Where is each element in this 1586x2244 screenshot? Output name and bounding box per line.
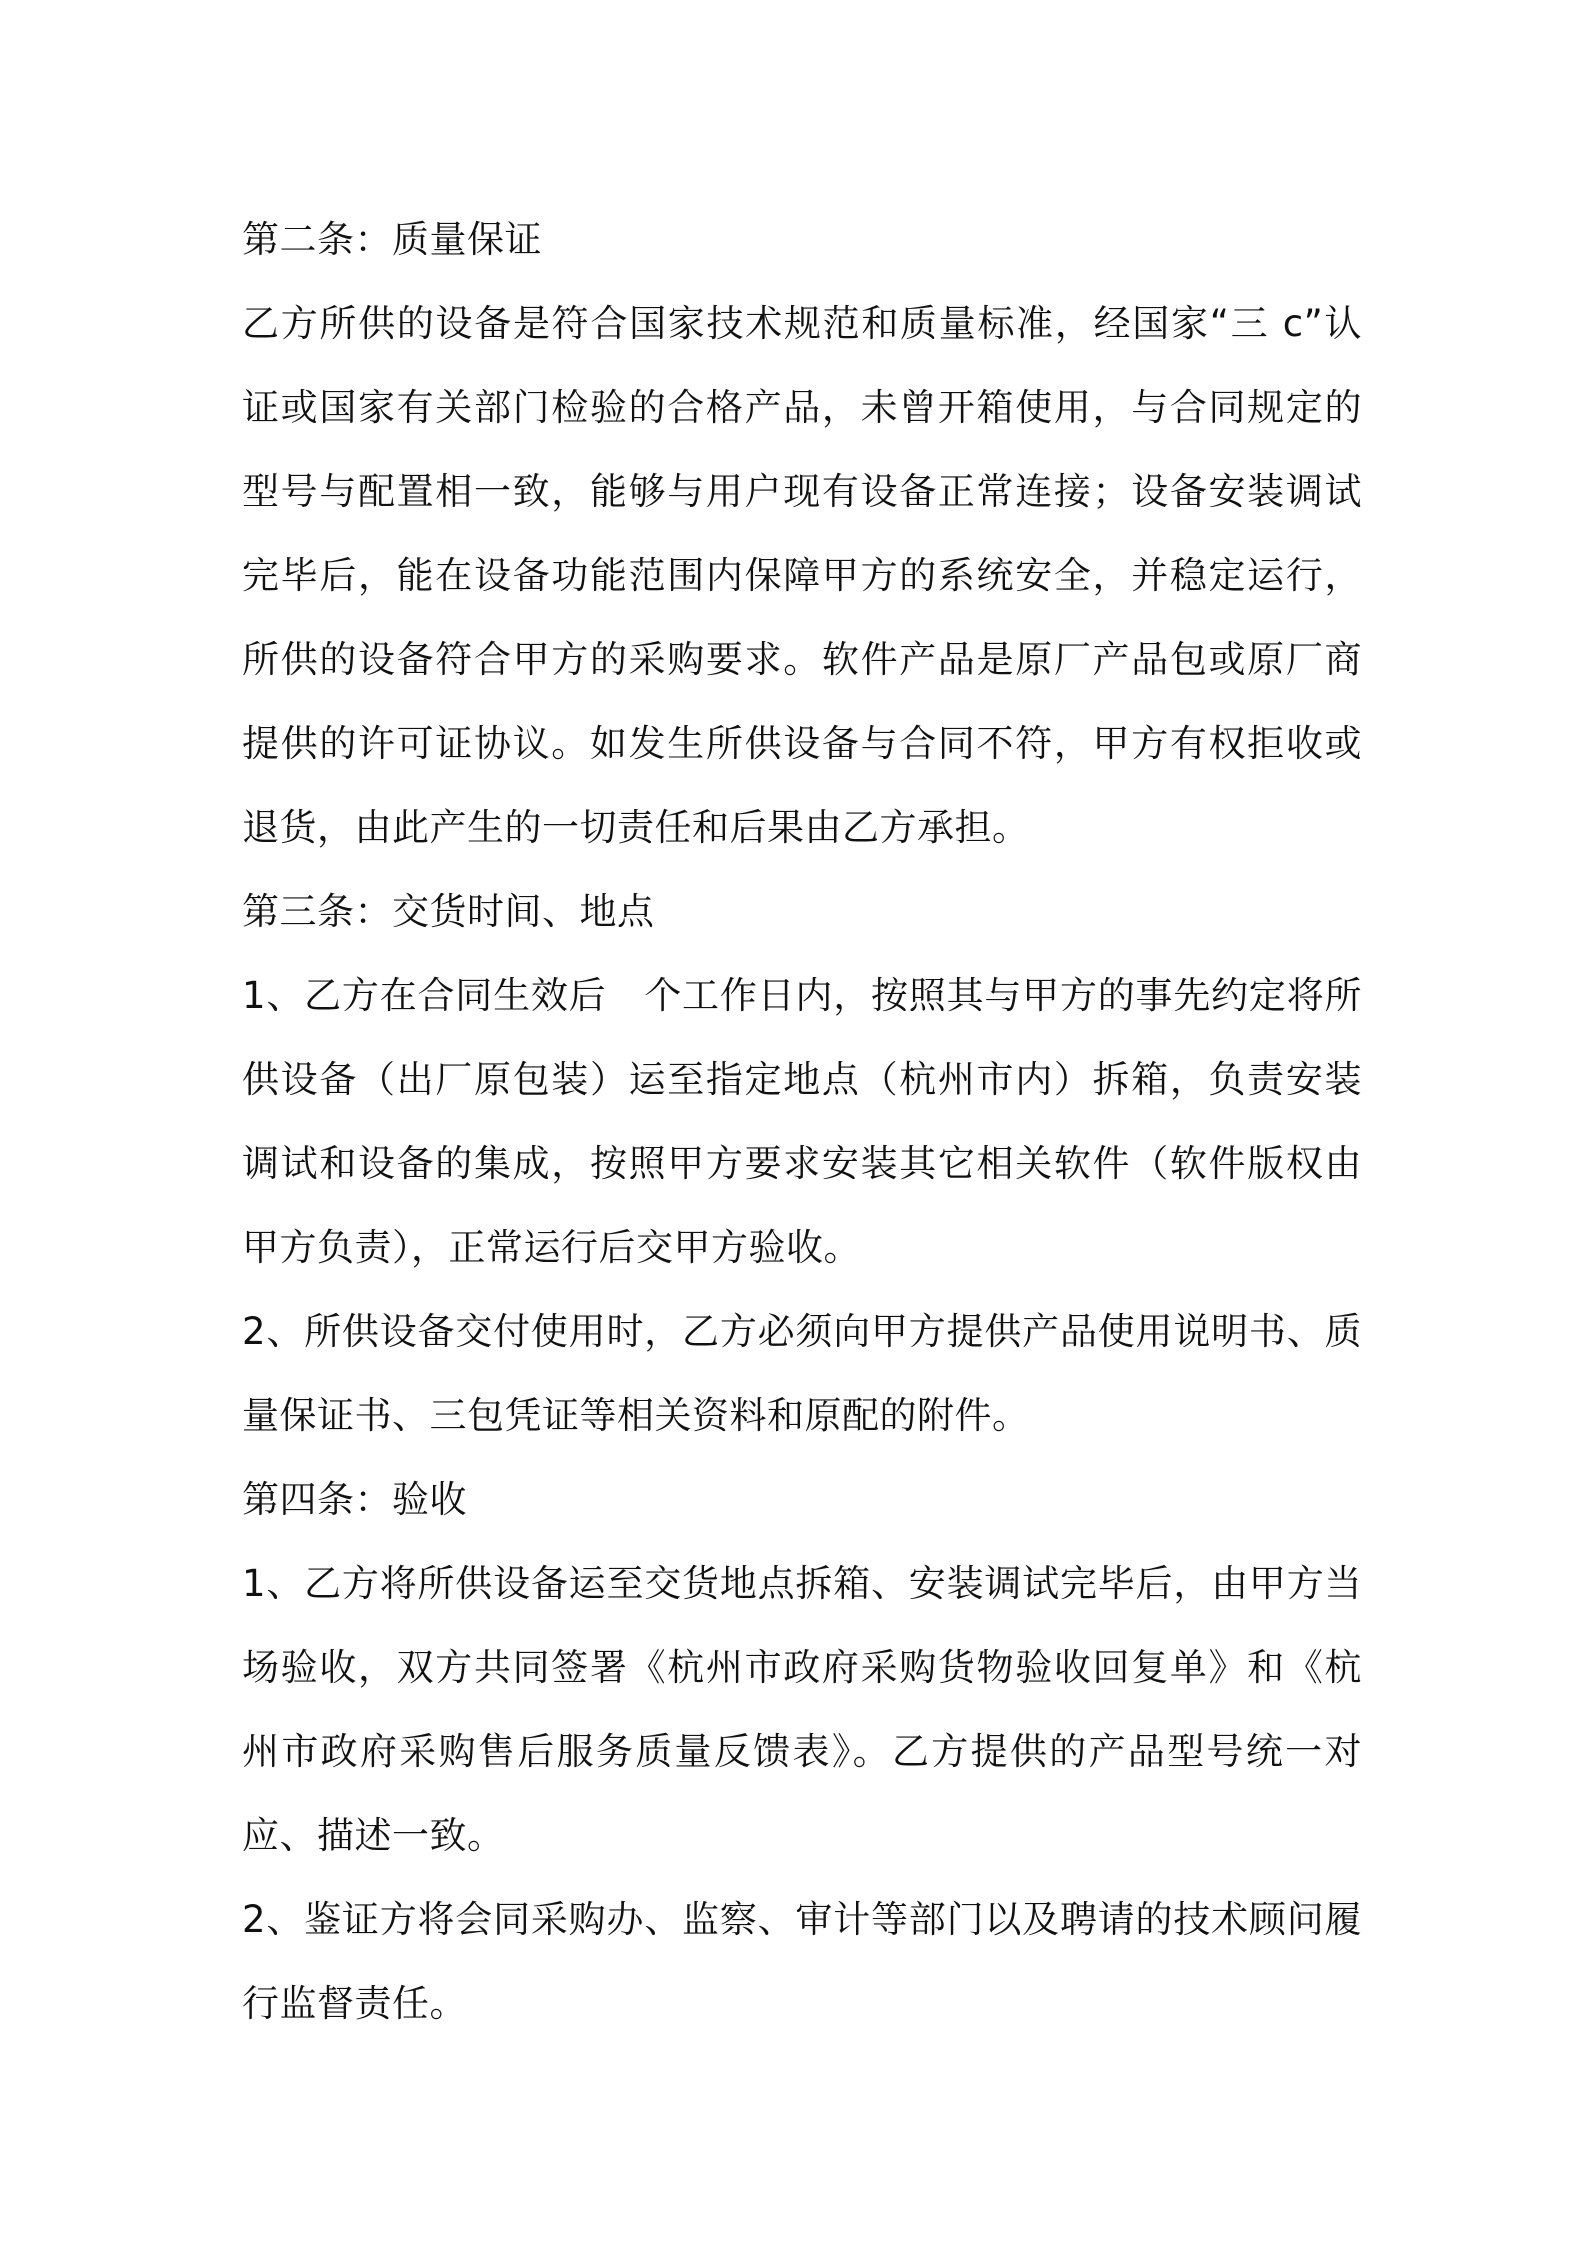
article-4-item-1: 1、乙方将所供设备运至交货地点拆箱、安装调试完毕后，由甲方当场验收，双方共同签署《杭州市政府采购货物验收回复单》和《杭州市政府采购售后服务质量反馈表》。乙方提供的产品型号统一对应、描述一致。 <box>242 1562 1362 1857</box>
article-2-heading: 第二条：质量保证 <box>242 218 542 261</box>
article-2-body: 乙方所供的设备是符合国家技术规范和质量标准，经国家“三 c”认证或国家有关部门检验的合格产品，未曾开箱使用，与合同规定的型号与配置相一致，能够与用户现有设备正常连接；设备安装调试完毕后，能在设备功能范围内保障甲方的系统安全，并稳定运行，所供的设备符合甲方的采购要求。软件产品是原厂产品包或原厂商提供的许可证协议。如发生所供设备与合同不符，甲方有权拒收或退货，由此产生的一切责任和后果由乙方承担。 <box>242 302 1362 849</box>
article-3-item-2: 2、所供设备交付使用时，乙方必须向甲方提供产品使用说明书、质量保证书、三包凭证等相关资料和原配的附件。 <box>242 1310 1362 1437</box>
article-4-heading: 第四条：验收 <box>242 1478 467 1521</box>
article-4-item-2: 2、鉴证方将会同采购办、监察、审计等部门以及聘请的技术顾问履行监督责任。 <box>242 1898 1362 2025</box>
document-body <box>242 198 1362 2046</box>
article-3-item-1: 1、乙方在合同生效后 个工作日内，按照其与甲方的事先约定将所供设备（出厂原包装）运至指定地点（杭州市内）拆箱，负责安装调试和设备的集成，按照甲方要求安装其它相关软件（软件版权由甲方负责），正常运行后交甲方验收。 <box>242 974 1362 1269</box>
article-3-heading: 第三条：交货时间、地点 <box>242 890 655 933</box>
